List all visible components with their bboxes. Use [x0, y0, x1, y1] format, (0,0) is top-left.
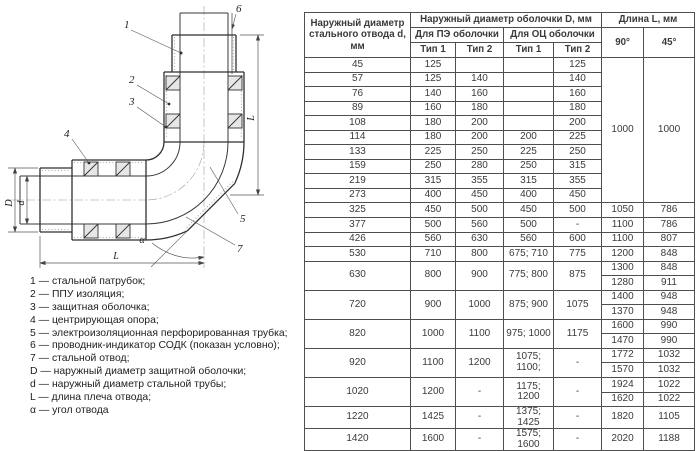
table-cell: 900 — [411, 290, 456, 319]
callout-1: 1 — [124, 19, 130, 31]
table-cell — [504, 58, 554, 73]
table-cell: 875 — [554, 261, 602, 290]
table-cell: 500 — [554, 203, 602, 218]
table-cell: 450 — [456, 188, 504, 203]
table-cell: 1600 — [411, 429, 456, 451]
table-cell: 1032 — [644, 363, 695, 378]
table-cell: 159 — [305, 159, 411, 174]
table-cell: 500 — [504, 218, 554, 233]
legend-item: L — длина плеча отвода; — [30, 392, 152, 404]
table-cell: 426 — [305, 232, 411, 247]
table-cell: 200 — [554, 116, 602, 131]
table-cell: 355 — [554, 174, 602, 189]
table-cell: 450 — [554, 188, 602, 203]
table-cell: 180 — [554, 101, 602, 116]
table-cell: 848 — [644, 261, 695, 276]
dimension-lines — [8, 35, 264, 268]
header-90deg: 90° — [602, 28, 644, 58]
table-row — [305, 232, 695, 247]
table-cell: 775 — [554, 247, 602, 262]
table-cell: 975; 1000 — [504, 319, 554, 348]
table-cell: 530 — [305, 247, 411, 262]
table-cell: 180 — [411, 116, 456, 131]
table-cell: 133 — [305, 145, 411, 160]
table-cell: 1820 — [602, 407, 644, 429]
table-cell: 1100 — [456, 319, 504, 348]
table-cell — [504, 87, 554, 102]
header-oc-type1: Тип 1 — [504, 43, 554, 58]
callout-5: 5 — [240, 213, 246, 225]
centerlines — [10, 6, 204, 268]
callout-4: 4 — [64, 128, 70, 140]
casing-lines — [40, 35, 244, 240]
header-oc-casing: Для ОЦ оболочки — [504, 28, 602, 43]
table-cell: 450 — [411, 203, 456, 218]
table-cell: 250 — [504, 159, 554, 174]
table-cell: 560 — [504, 232, 554, 247]
table-cell: 1620 — [602, 392, 644, 407]
table-cell: 57 — [305, 72, 411, 87]
legend-item: 6 — проводник-индикатор СОДК (показан условно); — [30, 340, 280, 352]
legend-list — [30, 276, 310, 418]
table-cell: 315 — [554, 159, 602, 174]
table-cell: 250 — [411, 159, 456, 174]
table-cell: 280 — [456, 159, 504, 174]
table-row — [305, 319, 695, 334]
table-cell: 2020 — [602, 429, 644, 451]
header-casing-diameter-group: Наружный диаметр оболочки D, мм — [411, 13, 602, 28]
table-cell: 1075; 1100; — [504, 348, 554, 377]
table-row — [305, 348, 695, 363]
table-cell: 400 — [411, 188, 456, 203]
table-cell: 1000 — [644, 58, 695, 203]
dim-label-alpha: α — [139, 235, 145, 246]
table-cell: 160 — [554, 87, 602, 102]
table-cell: 1022 — [644, 392, 695, 407]
table-cell: 1200 — [456, 348, 504, 377]
table-cell — [504, 116, 554, 131]
table-cell: 225 — [554, 130, 602, 145]
steel-pipe-lines — [20, 13, 228, 224]
spec-table — [304, 12, 695, 451]
table-cell: 200 — [504, 130, 554, 145]
leader-dots — [88, 52, 183, 165]
table-cell — [504, 72, 554, 87]
table-cell: 1188 — [644, 429, 695, 451]
table-cell: 315 — [504, 174, 554, 189]
dim-label-d: d — [16, 200, 27, 206]
table-cell: 920 — [305, 348, 411, 377]
table-cell: 1400 — [602, 290, 644, 305]
table-row — [305, 261, 695, 276]
table-cell: 786 — [644, 203, 695, 218]
table-cell: 900 — [456, 261, 504, 290]
table-cell: 140 — [554, 72, 602, 87]
table-cell: 1575; 1600 — [504, 429, 554, 451]
table-cell: 1050 — [602, 203, 644, 218]
callout-7: 7 — [237, 243, 243, 255]
table-cell: 911 — [644, 276, 695, 291]
table-row — [305, 378, 695, 393]
table-cell: 1020 — [305, 378, 411, 407]
table-cell: 775; 800 — [504, 261, 554, 290]
callout-leaders — [72, 14, 238, 245]
table-cell: 180 — [456, 101, 504, 116]
table-cell: 1100 — [411, 348, 456, 377]
table-cell: 875; 900 — [504, 290, 554, 319]
table-cell: 450 — [504, 203, 554, 218]
callout-2: 2 — [129, 74, 135, 86]
table-cell: 786 — [644, 218, 695, 233]
table-cell: 1000 — [411, 319, 456, 348]
table-row — [305, 218, 695, 233]
table-cell: 1175; 1200 — [504, 378, 554, 407]
legend-item: 4 — центрирующая опора; — [30, 314, 159, 326]
table-cell: 1100 — [602, 232, 644, 247]
table-cell: 1280 — [602, 276, 644, 291]
table-cell: 325 — [305, 203, 411, 218]
table-cell: 1470 — [602, 334, 644, 349]
table-cell: 355 — [456, 174, 504, 189]
elbow-diagram — [0, 0, 302, 272]
table-cell: 114 — [305, 130, 411, 145]
callout-6: 6 — [236, 3, 242, 15]
table-cell: 630 — [305, 261, 411, 290]
table-cell: - — [456, 429, 504, 451]
table-cell: 1420 — [305, 429, 411, 451]
table-cell: 1000 — [456, 290, 504, 319]
table-cell: 560 — [456, 218, 504, 233]
table-cell: 125 — [411, 72, 456, 87]
table-cell: 225 — [411, 145, 456, 160]
legend-item: α — угол отвода — [30, 404, 109, 416]
legend-item: 1 — стальной патрубок; — [30, 276, 146, 287]
table-cell: 600 — [554, 232, 602, 247]
table-cell: 125 — [554, 58, 602, 73]
table-cell: - — [554, 348, 602, 377]
table-cell: 400 — [504, 188, 554, 203]
table-panel — [304, 12, 694, 451]
table-cell: 160 — [411, 101, 456, 116]
table-cell: 1924 — [602, 378, 644, 393]
table-cell — [504, 101, 554, 116]
legend-item: 5 — электроизоляционная перфорированная трубка; — [30, 327, 288, 339]
table-cell: 807 — [644, 232, 695, 247]
table-row — [305, 203, 695, 218]
table-cell: 1000 — [602, 58, 644, 203]
table-cell: 140 — [411, 87, 456, 102]
table-cell: 1200 — [411, 378, 456, 407]
table-cell: 180 — [411, 130, 456, 145]
table-row — [305, 290, 695, 305]
table-cell: 630 — [456, 232, 504, 247]
table-cell: 1570 — [602, 363, 644, 378]
table-cell: 990 — [644, 319, 695, 334]
table-cell: 948 — [644, 290, 695, 305]
table-cell: - — [456, 378, 504, 407]
header-pe-type2: Тип 2 — [456, 43, 504, 58]
legend-item: 2 — ППУ изоляция; — [30, 288, 125, 300]
table-cell: 1032 — [644, 348, 695, 363]
table-cell: 250 — [456, 145, 504, 160]
table-cell: 160 — [456, 87, 504, 102]
table-row — [305, 407, 695, 429]
diagram-panel — [0, 0, 302, 432]
table-cell: 675; 710 — [504, 247, 554, 262]
legend-item: 3 — защитная оболочка; — [30, 301, 150, 313]
table-cell: 720 — [305, 290, 411, 319]
callout-3: 3 — [129, 96, 135, 108]
table-cell: 1105 — [644, 407, 695, 429]
table-cell: 225 — [504, 145, 554, 160]
table-cell: - — [554, 378, 602, 407]
table-cell: - — [456, 407, 504, 429]
table-row — [305, 429, 695, 451]
legend-item: D — наружный диаметр защитной оболочки; — [30, 366, 247, 378]
table-cell: 800 — [411, 261, 456, 290]
table-cell: 1200 — [602, 247, 644, 262]
header-pe-casing: Для ПЭ оболочки — [411, 28, 504, 43]
legend-item: 7 — стальной отвод; — [30, 353, 130, 365]
table-cell: 848 — [644, 247, 695, 262]
spec-table-body — [305, 58, 695, 451]
table-cell: 1220 — [305, 407, 411, 429]
table-cell: 76 — [305, 87, 411, 102]
table-cell: 1300 — [602, 261, 644, 276]
table-cell: 1425 — [411, 407, 456, 429]
table-cell — [456, 58, 504, 73]
dim-label-L-bottom: L — [113, 251, 119, 262]
table-cell: - — [554, 218, 602, 233]
dim-label-L-right: L — [246, 115, 257, 121]
table-cell: 560 — [411, 232, 456, 247]
header-steel-outer-diameter: Наружный диаметр стального отвода d, мм — [305, 13, 411, 58]
table-cell: 1600 — [602, 319, 644, 334]
header-length-group: Длина L, мм — [602, 13, 695, 28]
table-cell: 1100 — [602, 218, 644, 233]
table-cell: 250 — [554, 145, 602, 160]
table-cell: 1075 — [554, 290, 602, 319]
table-cell: 200 — [456, 116, 504, 131]
dim-label-D: D — [4, 199, 15, 207]
header-pe-type1: Тип 1 — [411, 43, 456, 58]
legend-item: d — наружный диаметр стальной трубы; — [30, 379, 227, 391]
table-cell: - — [554, 429, 602, 451]
table-row — [305, 58, 695, 73]
table-cell: 108 — [305, 116, 411, 131]
table-row — [305, 247, 695, 262]
table-cell: 800 — [456, 247, 504, 262]
table-cell: 820 — [305, 319, 411, 348]
table-cell: 990 — [644, 334, 695, 349]
table-cell: 500 — [411, 218, 456, 233]
table-cell: 948 — [644, 305, 695, 320]
table-cell: 377 — [305, 218, 411, 233]
table-cell: 45 — [305, 58, 411, 73]
table-cell: 125 — [411, 58, 456, 73]
table-cell: 1175 — [554, 319, 602, 348]
table-cell: 315 — [411, 174, 456, 189]
table-cell: 1022 — [644, 378, 695, 393]
table-cell: 273 — [305, 188, 411, 203]
table-cell: 1370 — [602, 305, 644, 320]
table-cell: 219 — [305, 174, 411, 189]
header-oc-type2: Тип 2 — [554, 43, 602, 58]
table-cell: 1375; 1425 — [504, 407, 554, 429]
table-cell: 200 — [456, 130, 504, 145]
table-cell: 89 — [305, 101, 411, 116]
header-45deg: 45° — [644, 28, 695, 58]
table-cell: 710 — [411, 247, 456, 262]
table-cell: 500 — [456, 203, 504, 218]
table-cell: 1772 — [602, 348, 644, 363]
table-cell: 140 — [456, 72, 504, 87]
table-cell: - — [554, 407, 602, 429]
